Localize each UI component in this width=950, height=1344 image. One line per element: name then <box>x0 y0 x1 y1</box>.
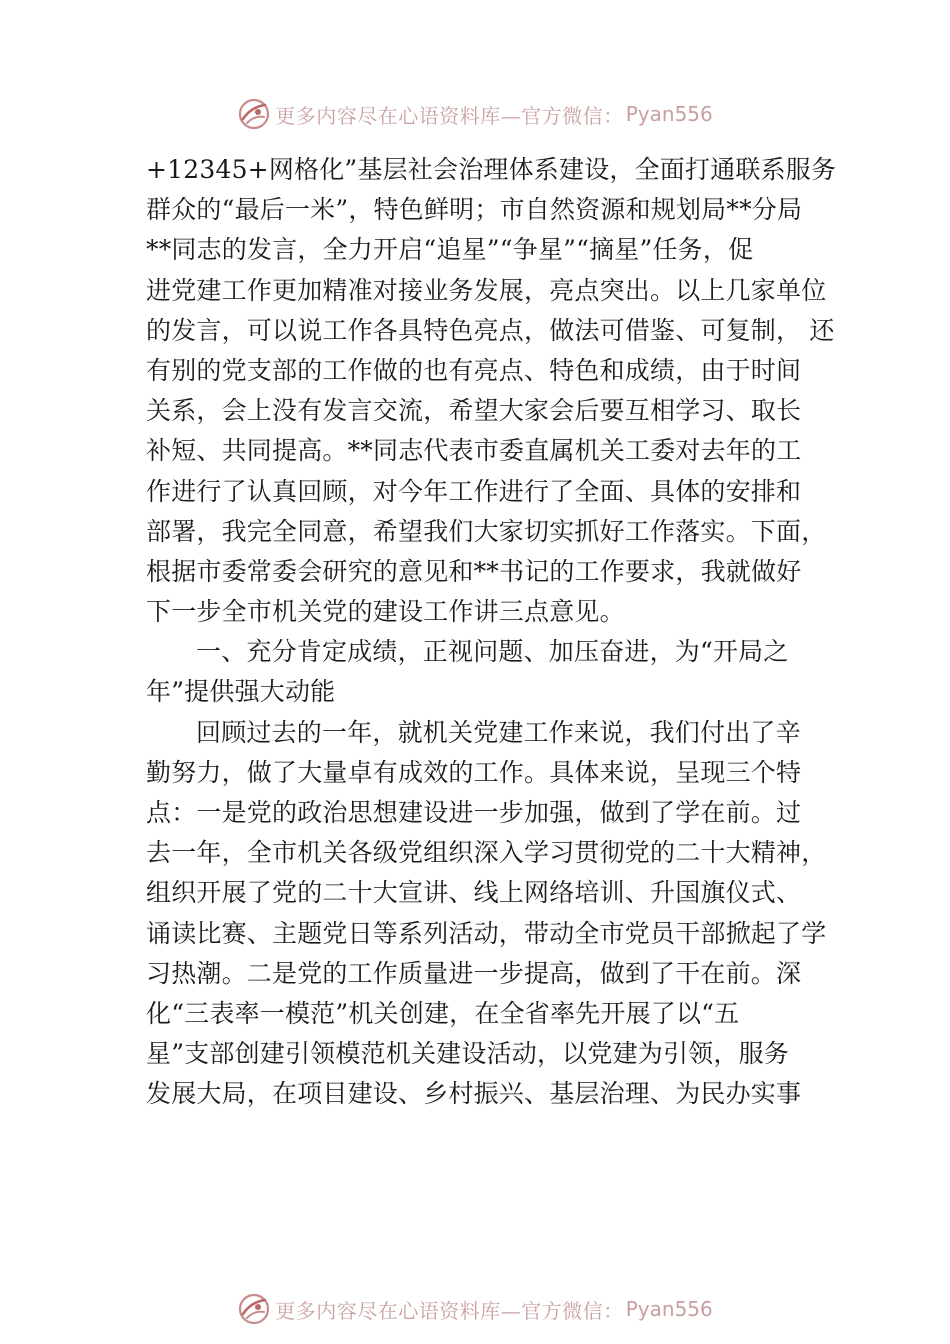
body-line: 勤努力，做了大量卓有成效的工作。具体来说，呈现三个特 <box>146 757 802 787</box>
body-line: 的发言，可以说工作各具特色亮点，做法可借鉴、可复制， 还 <box>146 315 835 345</box>
body-line: 点：一是党的政治思想建设进一步加强，做到了学在前。过 <box>146 798 802 827</box>
watermark-banner-bottom <box>0 1289 950 1329</box>
body-line: 作进行了认真回顾，对今年工作进行了全面、具体的安排和 <box>146 476 802 506</box>
body-line: 诵读比赛、主题党日等系列活动，带动全市党员干部掀起了学 <box>146 918 827 948</box>
body-line: +12345+网格化”基层社会治理体系建设，全面打通联系服务 <box>146 155 837 184</box>
watermark-text: 更多内容尽在心语资料库—官方微信： <box>275 103 624 128</box>
body-line: 发展大局，在项目建设、乡村振兴、基层治理、为民办实事 <box>146 1079 802 1109</box>
body-line: 回顾过去的一年，就机关党建工作来说，我们付出了辛 <box>196 717 801 747</box>
body-line: 星”支部创建引领模范机关建设活动，以党建为引领，服务 <box>146 1039 789 1069</box>
seal-logo-icon <box>237 1292 271 1326</box>
body-line: 关系，会上没有发言交流，希望大家会后要互相学习、取长 <box>146 396 802 426</box>
body-line: 补短、共同提高。**同志代表市委直属机关工委对去年的工 <box>146 436 802 466</box>
body-line: 根据市委常委会研究的意见和**书记的工作要求，我就做好 <box>146 556 802 586</box>
watermark-text: 更多内容尽在心语资料库—官方微信： <box>275 1298 624 1323</box>
body-line: 去一年，全市机关各级党组织深入学习贯彻党的二十大精神， <box>146 838 827 868</box>
body-line: 习热潮。二是党的工作质量进一步提高，做到了干在前。深 <box>146 958 802 988</box>
body-line: **同志的发言，全力开启“追星”“争星”“摘星”任务，促 <box>146 235 754 265</box>
watermark-wechat-id: Pyan556 <box>625 102 713 126</box>
body-line: 组织开展了党的二十大宣讲、线上网络培训、升国旗仪式、 <box>146 878 802 908</box>
body-line: 部署，我完全同意，希望我们大家切实抓好工作落实。下面， <box>146 516 827 546</box>
body-line: 群众的“最后一米”，特色鲜明；市自然资源和规划局**分局 <box>146 195 803 225</box>
body-line: 下一步全市机关党的建设工作讲三点意见。 <box>146 597 625 627</box>
watermark-wechat-id: Pyan556 <box>625 1297 713 1321</box>
document-body <box>146 150 836 1115</box>
body-line: 有别的党支部的工作做的也有亮点、特色和成绩，由于时间 <box>146 355 802 385</box>
seal-logo-icon <box>237 97 271 131</box>
section-heading-line: 年”提供强大动能 <box>146 677 336 707</box>
body-line: 进党建工作更加精准对接业务发展，亮点突出。以上几家单位 <box>146 275 827 305</box>
watermark-banner-top <box>0 94 950 134</box>
section-heading-line: 一、充分肯定成绩，正视问题、加压奋进，为“开局之 <box>196 637 789 667</box>
body-line: 化“三表率一模范”机关创建，在全省率先开展了以“五 <box>146 998 740 1028</box>
